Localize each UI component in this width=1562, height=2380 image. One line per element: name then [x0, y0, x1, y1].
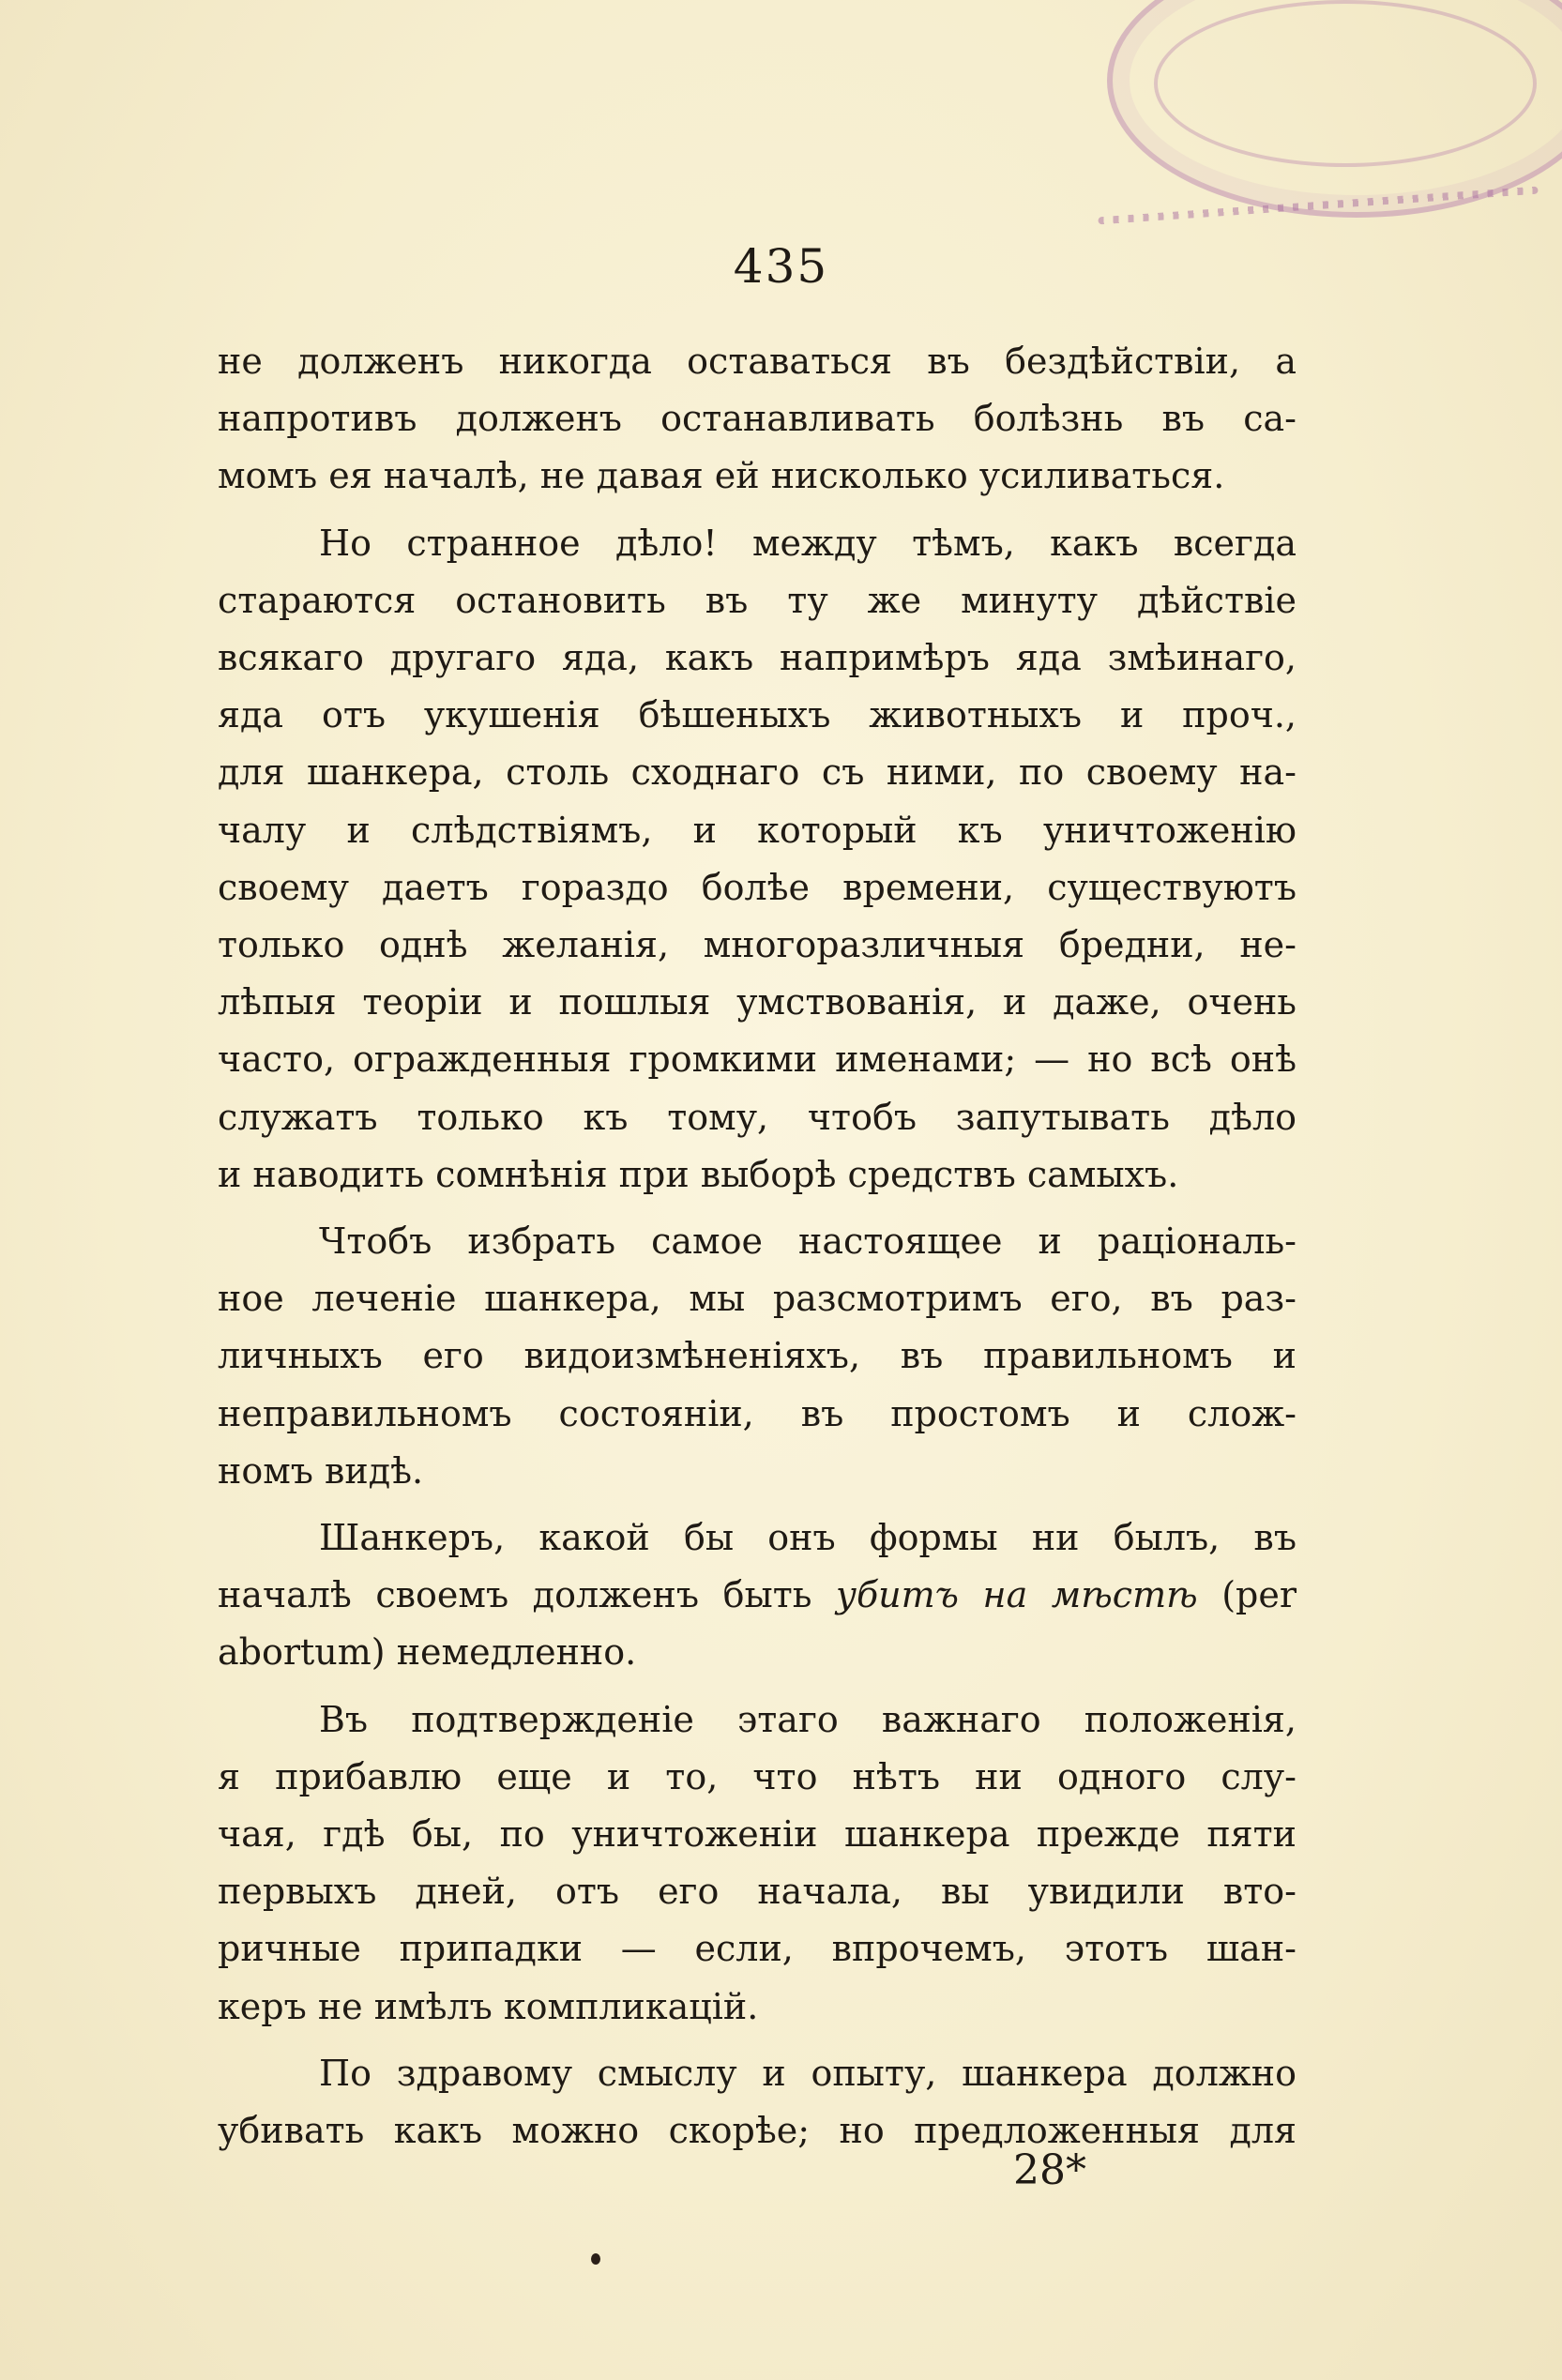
text-line: личныхъ его видоизмѣненіяхъ, въ правильномъ и [218, 1335, 1297, 1377]
italic-phrase: убитъ на мѣстѣ [835, 1574, 1198, 1616]
paragraph-6 [218, 2045, 1297, 2160]
text-line: стараются остановить въ ту же минуту дѣйствіе [218, 579, 1297, 621]
text-line: керъ не имѣлъ компликацій. [218, 1985, 759, 2027]
text-line: Въ подтвержденіе этаго важнаго положенія, [319, 1698, 1297, 1740]
text-line: убивать какъ можно скорѣе; но предложенныя для [218, 2110, 1297, 2152]
paragraph-3 [218, 1213, 1297, 1500]
library-stamp-inner-ring [1154, 0, 1537, 167]
signature-mark: 28* [1013, 2146, 1086, 2194]
text-line: только однѣ желанія, многоразличныя бредни, не- [218, 924, 1297, 966]
text-line: и наводить сомнѣнія при выборѣ средствъ самыхъ. [218, 1153, 1179, 1195]
paragraph-1 [218, 333, 1297, 506]
text-line: ричные припадки — если, впрочемъ, этотъ шан- [218, 1928, 1297, 1970]
text-line: для шанкера, столь сходнаго съ ними, по своему на- [218, 751, 1297, 794]
paragraph-2 [218, 515, 1297, 1204]
text-line: чая, гдѣ бы, по уничтоженіи шанкера прежде пяти [218, 1813, 1297, 1856]
text-line: чалу и слѣдствіямъ, и который къ уничтоженію [218, 809, 1297, 851]
text-line: abortum) немедленно. [218, 1631, 637, 1674]
ink-speck [591, 2253, 600, 2265]
text-line: напротивъ долженъ останавливать болѣзнь въ са- [218, 398, 1297, 440]
page-number: 435 [733, 239, 829, 294]
text-line: первыхъ дней, отъ его начала, вы увидили вто- [218, 1871, 1297, 1913]
text-line: лѣпыя теоріи и пошлыя умствованія, и даже, очень [218, 981, 1297, 1023]
paragraph-5 [218, 1691, 1297, 2036]
text-line: момъ ея началѣ, не давая ей нисколько усиливаться. [218, 455, 1225, 497]
text-line: Шанкеръ, какой бы онъ формы ни былъ, въ [319, 1517, 1297, 1559]
text-line-with-italic: началѣ своемъ долженъ быть убитъ на мѣстѣ (per [218, 1574, 1297, 1616]
text-line: я прибавлю еще и то, что нѣтъ ни одного слу- [218, 1755, 1297, 1797]
text-line: всякаго другаго яда, какъ напримѣръ яда змѣинаго, [218, 637, 1297, 679]
text-line: номъ видѣ. [218, 1449, 424, 1492]
text-line: яда отъ укушенія бѣшеныхъ животныхъ и проч., [218, 694, 1297, 736]
text-line: ное леченіе шанкера, мы разсмотримъ его, въ раз- [218, 1278, 1297, 1320]
text-line: часто, огражденныя громкими именами; — но всѣ онѣ [218, 1038, 1297, 1081]
text-line: Но странное дѣло! между тѣмъ, какъ всегда [319, 522, 1297, 564]
text-line: своему даетъ гораздо болѣе времени, существуютъ [218, 866, 1297, 908]
paragraph-4 [218, 1509, 1297, 1682]
text-line: не долженъ никогда оставаться въ бездѣйствіи, а [218, 341, 1297, 382]
text-line: По здравому смыслу и опыту, шанкера должно [319, 2052, 1297, 2094]
text-line: служатъ только къ тому, чтобъ запутывать дѣло [218, 1096, 1297, 1138]
text-line: неправильномъ состояніи, въ простомъ и слож- [218, 1392, 1297, 1434]
body-text [218, 333, 1297, 2169]
text-line: Чтобъ избрать самое настоящее и раціональ- [319, 1220, 1297, 1263]
